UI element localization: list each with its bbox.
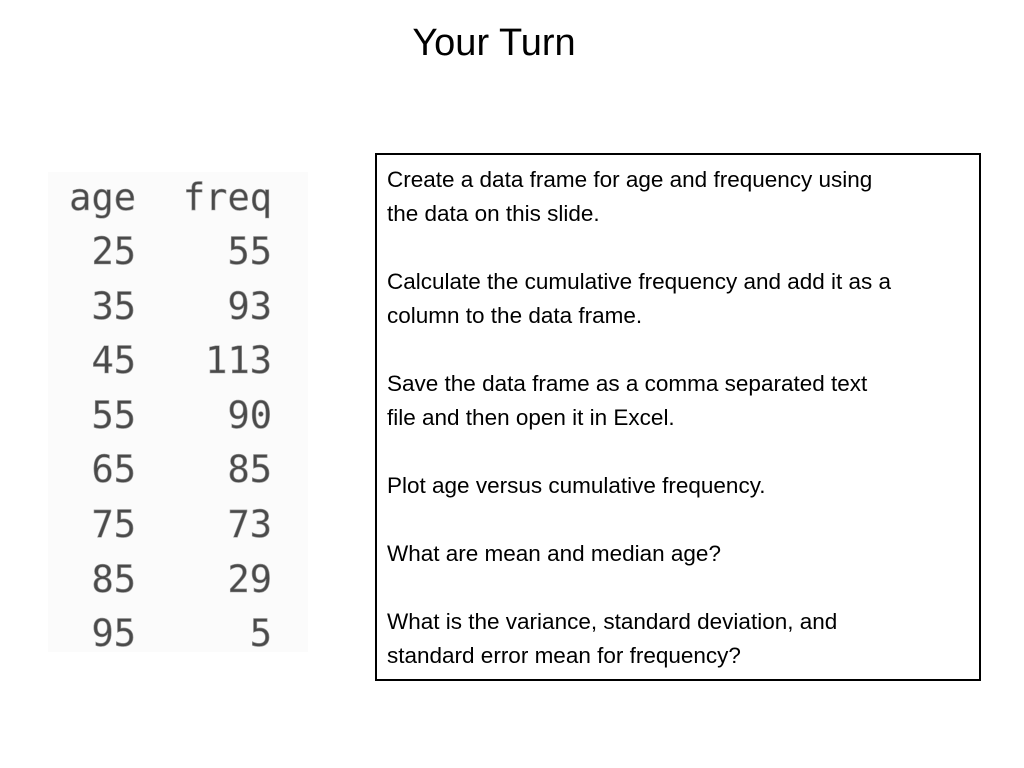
table-cell-age: 35 [91, 285, 136, 328]
table-cell-age: 65 [91, 448, 136, 491]
table-cell-age: 25 [91, 230, 136, 273]
table-cell-freq: 5 [249, 612, 272, 652]
table-cell-age: 55 [91, 394, 136, 437]
task-line: Calculate the cumulative frequency and add it as a [387, 269, 892, 294]
task-paragraph [387, 367, 969, 435]
task-line: file and then open it in Excel. [387, 405, 675, 430]
table-cell-freq: 73 [227, 503, 272, 546]
task-line: Save the data frame as a comma separated text [387, 371, 868, 396]
table-cell-freq: 93 [227, 285, 272, 328]
table-cell-age: 75 [91, 503, 136, 546]
task-paragraph [387, 265, 969, 333]
table-cell-age: 95 [91, 612, 136, 652]
task-paragraph [387, 605, 969, 673]
task-paragraph [387, 537, 969, 571]
table-cell-freq: 85 [227, 448, 272, 491]
task-line: What are mean and median age? [387, 541, 721, 566]
table-cell-freq: 29 [227, 558, 272, 601]
table-cell-freq: 113 [205, 339, 272, 382]
table-cell-freq: 90 [227, 394, 272, 437]
age-freq-table-image [48, 172, 308, 652]
table-header-age: age [69, 176, 136, 219]
task-line: the data on this slide. [387, 201, 600, 226]
age-freq-table-svg [48, 172, 308, 652]
task-line: standard error mean for frequency? [387, 643, 741, 668]
task-instructions-box [375, 153, 981, 681]
task-line: What is the variance, standard deviation, and [387, 609, 838, 634]
task-line: column to the data frame. [387, 303, 643, 328]
task-line: Plot age versus cumulative frequency. [387, 473, 766, 498]
table-header-freq: freq [182, 176, 272, 219]
table-cell-age: 85 [91, 558, 136, 601]
table-cell-age: 45 [91, 339, 136, 382]
table-cell-freq: 55 [227, 230, 272, 273]
task-paragraph [387, 163, 969, 231]
task-line: Create a data frame for age and frequency using [387, 167, 873, 192]
slide-title: Your Turn [412, 22, 576, 64]
task-paragraph [387, 469, 969, 503]
